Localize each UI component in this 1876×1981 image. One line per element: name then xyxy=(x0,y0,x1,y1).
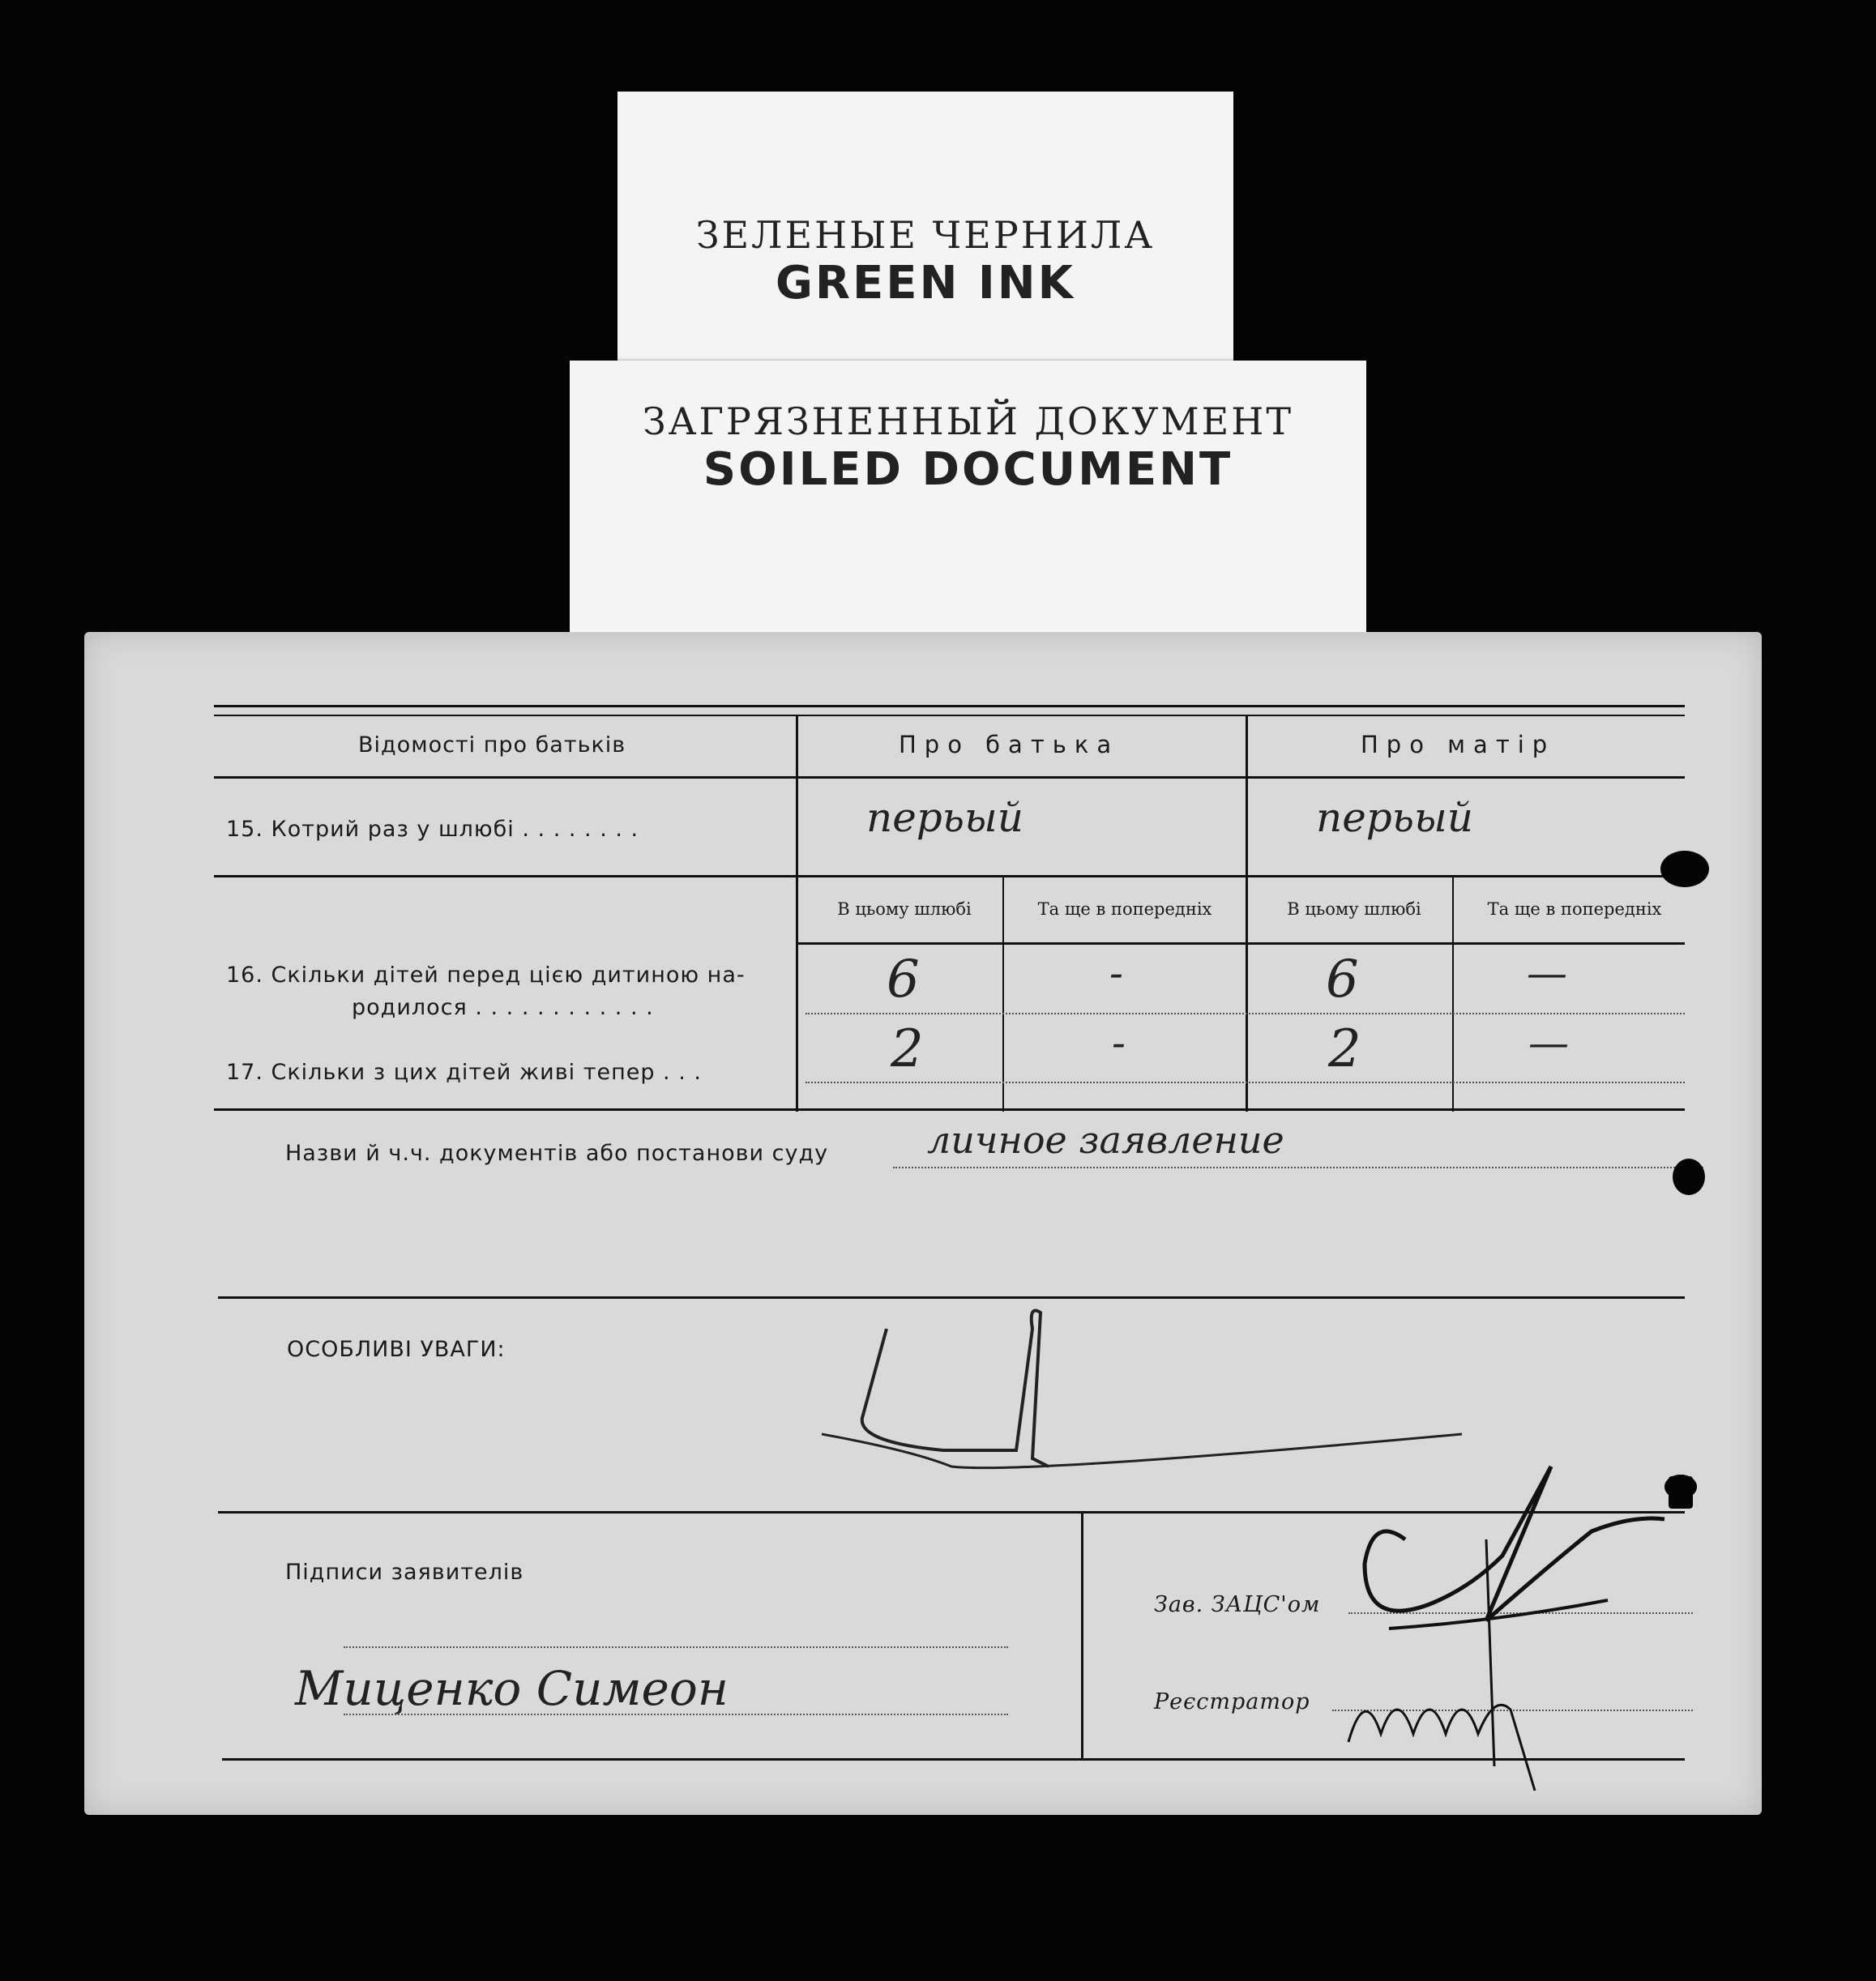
green-ink-label-en: GREEN INK xyxy=(775,257,1076,310)
applicants-signatures-label: Підписи заявителів xyxy=(285,1560,524,1585)
table-bottom-rule xyxy=(214,1108,1685,1111)
signatures-divider xyxy=(1081,1511,1083,1758)
subheader-mother-this: В цьому шлюбі xyxy=(1287,899,1421,919)
row17-mother-prev-value: — xyxy=(1528,1019,1569,1066)
row17-mother-this-value: 2 xyxy=(1328,1019,1361,1079)
col-divider-mother xyxy=(1246,715,1248,1112)
remarks-label: ОСОБЛИВІ УВАГИ: xyxy=(287,1337,506,1362)
soiled-document-label xyxy=(570,361,1366,644)
damage-hole-2 xyxy=(1673,1159,1705,1195)
row16-father-this-value: 6 xyxy=(887,950,920,1010)
head-of-registry-label: Зав. ЗАЦС'ом xyxy=(1154,1592,1321,1617)
subcol-divider-mother xyxy=(1452,875,1454,1112)
subheader-mother-prev: Та ще в попередніх xyxy=(1487,899,1662,919)
table-top-rule xyxy=(214,705,1685,707)
row15-mother-value: перьый xyxy=(1316,794,1473,841)
subheader-father-this: В цьому шлюбі xyxy=(837,899,972,919)
row16-dotted-rule xyxy=(806,1013,1685,1014)
green-ink-label-ru: ЗЕЛЕНЫЕ ЧЕРНИЛА xyxy=(695,213,1156,257)
row16-mother-this-value: 6 xyxy=(1326,950,1359,1010)
registration-form-card xyxy=(84,632,1762,1815)
applicant-line-1 xyxy=(344,1646,1008,1648)
applicant-line-2 xyxy=(344,1714,1008,1715)
row16-label-line1: 16. Скільки дітей перед цією дитиною на- xyxy=(226,963,746,988)
form-bottom-rule xyxy=(222,1758,1685,1761)
documents-dotted-rule xyxy=(893,1167,1703,1168)
row17-father-prev-value: - xyxy=(1112,1019,1126,1066)
col-divider-father xyxy=(796,715,798,1112)
subheader-bottom-rule xyxy=(796,942,1685,945)
green-ink-label xyxy=(617,92,1233,363)
header-about-mother: Про матір xyxy=(1361,731,1556,758)
subheader-father-prev: Та ще в попередніх xyxy=(1037,899,1212,919)
soiled-label-en: SOILED DOCUMENT xyxy=(703,443,1233,496)
damage-hole-1 xyxy=(1660,851,1709,887)
header-about-father: Про батька xyxy=(899,731,1120,758)
soiled-label-ru: ЗАГРЯЗНЕННЫЙ ДОКУМЕНТ xyxy=(642,399,1294,443)
row17-label: 17. Скільки з цих дітей живі тепер . . . xyxy=(226,1060,702,1085)
row17-father-this-value: 2 xyxy=(891,1019,924,1079)
row16-mother-prev-value: — xyxy=(1527,950,1567,997)
header-parents-info: Відомості про батьків xyxy=(358,732,626,758)
registrar-signature-scrawl xyxy=(1332,1661,1575,1799)
row16-label-line2: родилося . . . . . . . . . . . . xyxy=(352,995,654,1020)
damage-hole-5 xyxy=(1669,1476,1693,1509)
documents-value: личное заявление xyxy=(927,1118,1284,1162)
header-bottom-rule xyxy=(214,776,1685,779)
subcol-divider-father xyxy=(1002,875,1004,1112)
row15-father-value: перьый xyxy=(866,794,1023,841)
registrar-label: Реєстратор xyxy=(1154,1689,1310,1714)
row17-dotted-rule xyxy=(806,1082,1685,1083)
table-top-rule-inner xyxy=(214,715,1685,716)
applicant-signature: Миценко Симеон xyxy=(295,1661,729,1716)
row15-label: 15. Котрий раз у шлюбі . . . . . . . . xyxy=(226,817,639,842)
row15-bottom-rule xyxy=(214,875,1685,877)
row16-father-prev-value: - xyxy=(1109,950,1123,997)
documents-label: Назви й ч.ч. документів або постанови суду xyxy=(285,1141,829,1166)
